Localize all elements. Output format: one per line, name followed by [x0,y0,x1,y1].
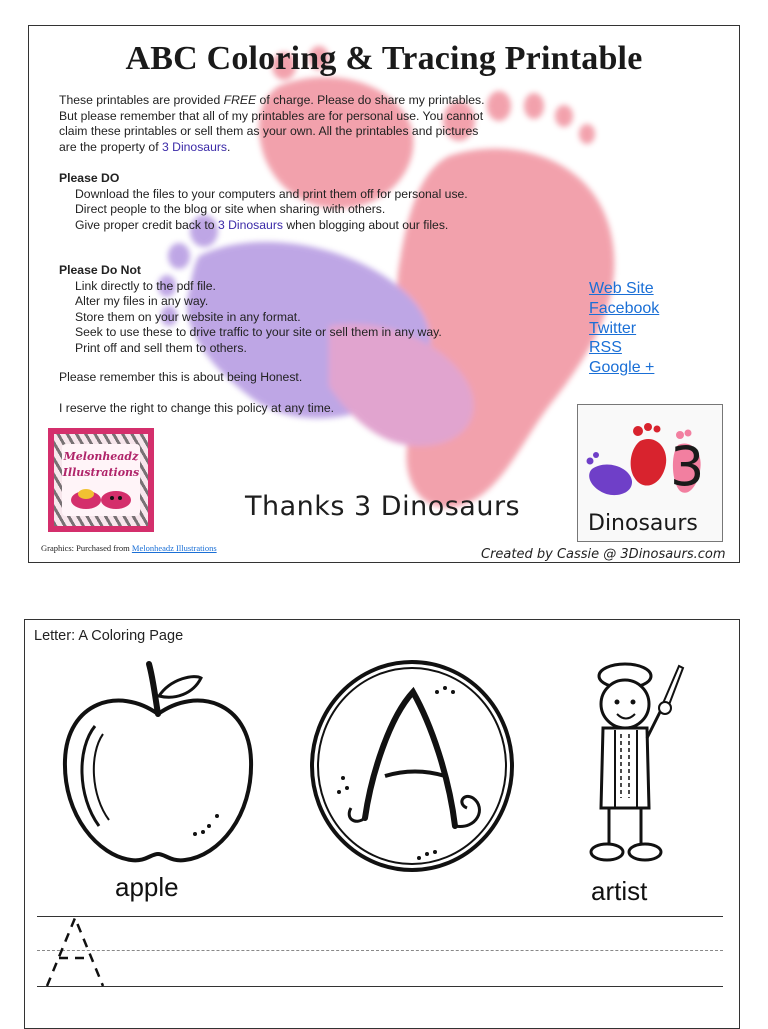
apple-illustration [59,656,257,868]
coloring-page [24,619,740,1029]
please-do-not-section [59,263,509,356]
brand-link[interactable]: 3 Dinosaurs [161,139,228,154]
please-do-heading: Please DO [59,171,120,185]
brand-link[interactable]: 3 Dinosaurs [217,217,283,232]
honesty-note: Please remember this is about being Honest. [59,370,303,384]
melonheadz-logo-line2: Illustrations [62,466,140,479]
link-facebook[interactable]: Facebook [589,299,660,317]
logo-word: Dinosaurs [588,511,698,536]
please-do-item: Direct people to the blog or site when sharing with others. [75,202,386,216]
please-do-not-item: Seek to use these to drive traffic to your site or sell them in any way. [75,325,442,339]
melonheadz-logo [48,428,154,532]
link-website[interactable]: Web Site [589,280,654,297]
graphics-credit: Graphics: Purchased from Melonheadz Illustrations [41,543,217,553]
please-do-not-item: Alter my files in any way. [75,294,209,308]
artist-illustration [579,658,691,878]
melonheadz-link[interactable]: Melonheadz Illustrations [131,543,217,553]
word-apple: apple [115,872,179,902]
link-rss[interactable]: RSS [589,339,622,357]
link-google-plus[interactable]: Google + [589,359,655,377]
trace-letter-a [41,914,111,988]
three-dinosaurs-logo [577,404,723,542]
please-do-item-credit: Give proper credit back to 3 Dinosaurs when blogging about our files. [75,217,449,232]
tracing-mid-line [37,950,723,951]
policy-note: I reserve the right to change this policy at any time. [59,401,335,415]
thanks-signature: Thanks 3 Dinosaurs [245,491,521,522]
created-by: Created by Cassie @ 3Dinosaurs.com [481,547,726,562]
page-title: ABC Coloring & Tracing Printable [125,40,643,77]
letter-a-circle-illustration [307,658,517,874]
intro-paragraph: These printables are provided FREE of charge. Please do share my printables. But please remember that all of my printables are for personal use. You cannot claim these printables or sell them as your own. All the printables and pictures are the property of 3 Dinosaurs. [59,93,485,154]
please-do-not-item: Store them on your website in any format. [75,309,301,324]
please-do-section [59,171,499,233]
please-do-not-item: Print off and sell them to others. [75,340,247,355]
logo-number: 3 [670,435,705,498]
word-artist: artist [591,876,648,906]
social-links [589,279,659,378]
tracing-baseline [37,986,723,987]
link-twitter[interactable]: Twitter [589,319,637,337]
please-do-not-heading: Please Do Not [59,263,141,277]
coloring-page-heading: Letter: A Coloring Page [34,628,184,644]
melonheadz-logo-line1: Melonheadz [63,450,139,463]
please-do-item: Download the files to your computers and print them off for personal use. [75,186,468,201]
tracing-top-line [37,916,723,917]
shoes-icon [68,482,134,512]
policy-page [28,25,740,563]
please-do-not-item: Link directly to the pdf file. [75,278,216,293]
